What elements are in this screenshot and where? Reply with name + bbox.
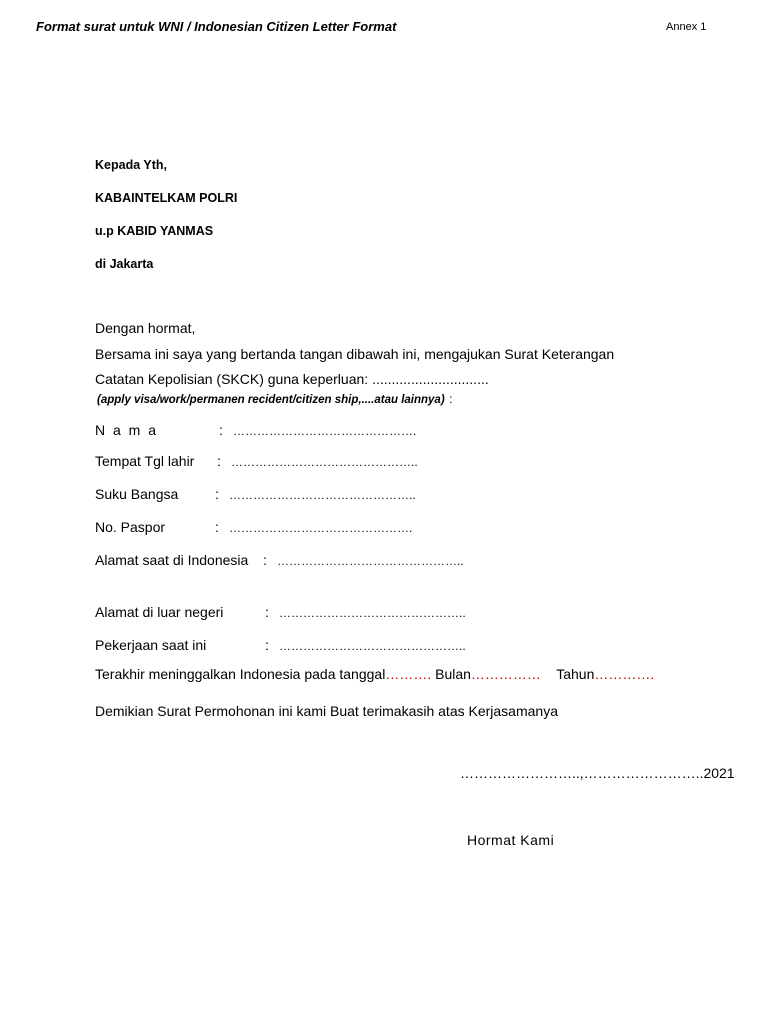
departure-row [95, 666, 654, 682]
field-colon-alamat-indonesia: : [263, 552, 267, 568]
field-colon-pekerjaan: : [265, 637, 269, 653]
purpose-colon: : [449, 392, 453, 406]
departure-tahun-dots: …………. [594, 666, 655, 682]
closing-text: Demikian Surat Permohonan ini kami Buat terimakasih atas Kerjasamanya [95, 703, 558, 719]
address-line-recipient: Kepada Yth, [95, 158, 168, 172]
field-label-pekerjaan: Pekerjaan saat ini [95, 637, 207, 653]
header-title: Format surat untuk WNI / Indonesian Citizen Letter Format [36, 19, 397, 34]
greeting: Dengan hormat, [95, 320, 196, 336]
address-line-office: KABAINTELKAM POLRI [95, 191, 238, 205]
departure-tahun-label: Tahun [556, 666, 595, 682]
departure-text: Terakhir meninggalkan Indonesia pada tanggal [95, 666, 386, 682]
address-line-attention: u.p KABID YANMAS [95, 224, 214, 238]
field-dots-alamat-indonesia: ……………………………………….. [277, 554, 464, 568]
intro-line-1: Bersama ini saya yang bertanda tangan dibawah ini, mengajukan Surat Keterangan [95, 346, 615, 362]
field-dots-tempat-tgl-lahir: ……………………………………….. [231, 455, 418, 469]
field-dots-suku-bangsa: ……………………………………….. [229, 488, 416, 502]
field-label-suku-bangsa: Suku Bangsa [95, 486, 179, 502]
purpose-note-row [97, 390, 452, 408]
purpose-note: (apply visa/work/permanen recident/citizen ship,....atau lainnya) [97, 394, 445, 406]
field-label-nama: N a m a [95, 422, 159, 438]
place-date: ……………………..,……………………..2021 [460, 765, 735, 781]
field-colon-alamat-luar-negeri: : [265, 604, 269, 620]
field-dots-no-paspor: ………………………………………. [229, 521, 413, 535]
departure-bulan-dots: …………… [470, 666, 541, 682]
departure-bulan-label: Bulan [435, 666, 471, 682]
field-label-tempat-tgl-lahir: Tempat Tgl lahir [95, 453, 195, 469]
field-dots-pekerjaan: ……………………………………….. [279, 639, 466, 653]
field-colon-tempat-tgl-lahir: : [217, 453, 221, 469]
intro-line-2: Catatan Kepolisian (SKCK) guna keperluan: .............................. [95, 371, 489, 387]
address-line-city: di Jakarta [95, 257, 154, 271]
field-dots-nama: ………………………………………. [233, 424, 417, 438]
signoff: Hormat Kami [467, 832, 555, 848]
field-label-no-paspor: No. Paspor [95, 519, 166, 535]
field-label-alamat-indonesia: Alamat saat di Indonesia [95, 552, 249, 568]
field-dots-alamat-luar-negeri: ……………………………………….. [279, 606, 466, 620]
field-colon-suku-bangsa: : [215, 486, 219, 502]
field-colon-no-paspor: : [215, 519, 219, 535]
field-label-alamat-luar-negeri: Alamat di luar negeri [95, 604, 224, 620]
departure-date-dots: ………. [385, 666, 432, 682]
annex-label: Annex 1 [666, 21, 707, 33]
field-colon-nama: : [219, 422, 223, 438]
